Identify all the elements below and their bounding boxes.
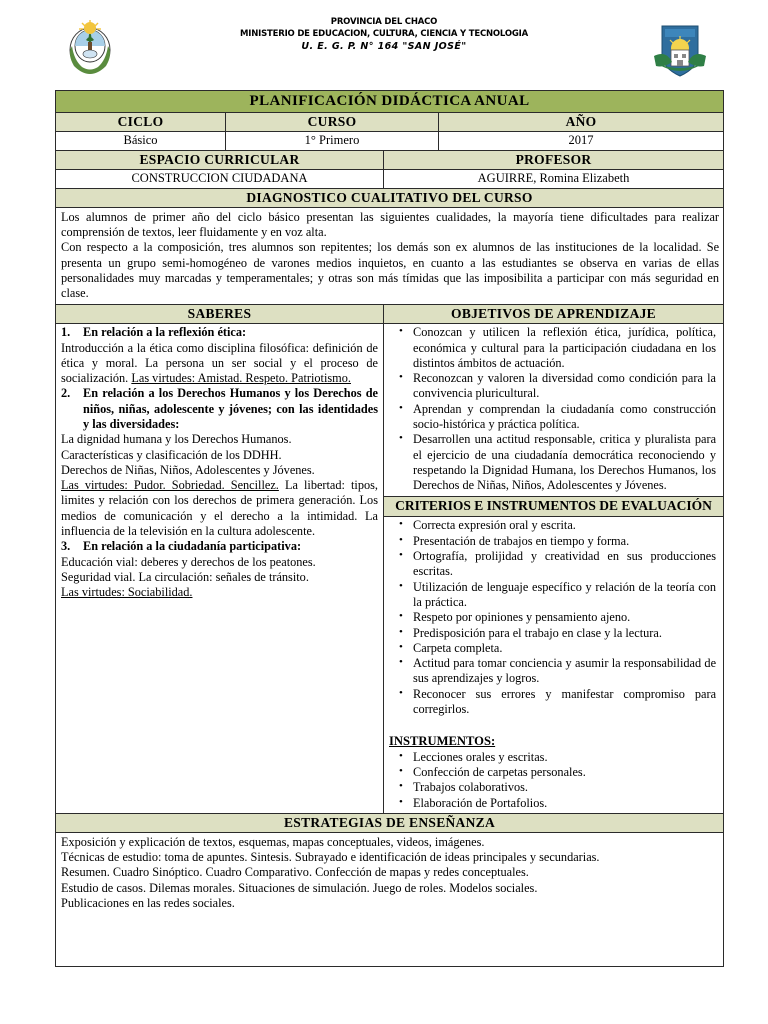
saberes-item-3-line-1: Educación vial: deberes y derechos de los peatones. [61, 554, 316, 569]
value-ciclo: Básico [56, 132, 226, 151]
estrategias-line-5: Publicaciones en las redes sociales. [61, 896, 235, 911]
header-ministry: MINISTERIO DE EDUCACION, CULTURA, CIENCIA Y TECNOLOGIA [240, 29, 528, 39]
table-row [56, 113, 724, 132]
saberes-item-2-line-3: Derechos de Niñas, Niños, Adolescentes y Jóvenes. [61, 462, 315, 477]
header-curso: CURSO [226, 113, 439, 132]
saberes-item-3-line-2: Seguridad vial. La circulación: señales de tránsito. [61, 569, 309, 584]
table-row [56, 832, 724, 966]
value-espacio-curricular: CONSTRUCCION CIUDADANA [56, 170, 384, 189]
list-item: • Reconozcan y valoren la diversidad como condición para la convivencia pluricultural. [413, 371, 716, 402]
saberes-item-3-title: 3. En relación a la ciudadanía participativa: [61, 539, 302, 554]
table-row [56, 151, 724, 170]
saberes-item-1-body: Introducción a la ética como disciplina filosófica: definición de ética y moral. La persona un ser social y el proceso de socialización. Las virtudes: Amistad. Respeto. Patriotismo. [61, 340, 378, 386]
header-diagnostico: DIAGNOSTICO CUALITATIVO DEL CURSO [56, 189, 724, 208]
san-jose-school-shield-icon [650, 20, 710, 80]
list-item: • Predisposición para el trabajo en clase y la lectura. [413, 626, 716, 641]
document-header [0, 0, 768, 72]
planificacion-table [55, 90, 724, 967]
header-saberes: SABERES [56, 305, 384, 324]
instrumentos-title: INSTRUMENTOS: [389, 734, 496, 749]
estrategias-line-3: Resumen. Cuadro Sinóptico. Cuadro Comparativo. Confección de mapas y redes conceptuales. [61, 865, 529, 880]
header-estrategias: ESTRATEGIAS DE ENSEÑANZA [56, 813, 724, 832]
objetivos-list [389, 325, 718, 493]
list-item: • Utilización de lenguaje específico y relación de la teoría con la práctica. [413, 580, 716, 611]
header-province: PROVINCIA DEL CHACO [330, 17, 438, 27]
table-row [56, 91, 724, 113]
list-item: • Respeto por opiniones y pensamiento ajeno. [413, 610, 716, 625]
saberes-item-1-title: 1. En relación a la reflexión ética: [61, 325, 247, 340]
header-criterios: CRITERIOS E INSTRUMENTOS DE EVALUACIÓN [384, 496, 723, 517]
saberes-item-2-title: 2. En relación a los Derechos Humanos y los Derechos de niños, niñas, adolescente y jóvenes; con las identidades y las diversidades: [61, 386, 378, 431]
diagnostico-text [56, 208, 724, 305]
table-row [56, 324, 724, 814]
header-ciclo: CICLO [56, 113, 226, 132]
saberes-item-1-number: 1. [61, 325, 71, 340]
list-item: • Carpeta completa. [413, 641, 716, 656]
estrategias-line-1: Exposición y explicación de textos, esquemas, mapas conceptuales, videos, imágenes. [61, 834, 485, 849]
list-item: • Correcta expresión oral y escrita. [413, 518, 716, 533]
list-item: • Ortografía, prolijidad y creatividad en sus producciones escritas. [413, 549, 716, 580]
saberes-item-2-virtues: Las virtudes: Pudor. Sobriedad. Sencillez. [61, 478, 279, 493]
value-profesor: AGUIRRE, Romina Elizabeth [384, 170, 724, 189]
header-school: U. E. G. P. N° 164 "SAN JOSÉ" [301, 41, 467, 52]
list-item: • Conozcan y utilicen la reflexión ética, jurídica, política, económica y cultural para la participación ciudadana en los distintos ámbitos de actuación. [413, 325, 716, 371]
saberes-item-2-number: 2. [61, 386, 71, 401]
table-row [56, 208, 724, 305]
objetivos-criterios-column [384, 324, 724, 814]
list-item: • Presentación de trabajos en tiempo y forma. [413, 534, 716, 549]
spacer [389, 717, 718, 732]
estrategias-text [56, 832, 724, 966]
diagnostico-paragraph-1: Los alumnos de primer año del ciclo básico presentan las siguientes cualidades, la mayoría tiene dificultades para realizar comprensión de textos, leer fluidamente y en voz alta. [61, 210, 720, 240]
saberes-column [56, 324, 384, 814]
header-objetivos: OBJETIVOS DE APRENDIZAJE [384, 305, 724, 324]
estrategias-line-2: Técnicas de estudio: toma de apuntes. Sintesis. Subrayado e identificación de ideas principales y secundarias. [61, 850, 600, 865]
header-profesor: PROFESOR [384, 151, 724, 170]
saberes-item-3-virtues: Las virtudes: Sociabilidad. [61, 585, 193, 600]
saberes-item-2-line-2: Características y clasificación de los DDHH. [61, 447, 282, 462]
table-row [56, 170, 724, 189]
list-item: • Confección de carpetas personales. [413, 765, 716, 780]
table-title: PLANIFICACIÓN DIDÁCTICA ANUAL [56, 91, 724, 113]
table-row [56, 132, 724, 151]
saberes-item-2-body: Las virtudes: Pudor. Sobriedad. Sencillez. La libertad: tipos, limites y relación con los derechos de primera generación. Los medios de comunicación y el derecho a la intimidad. La influencia de la televisión en la cultura adolescente. [61, 478, 379, 539]
saberes-item-3-number: 3. [61, 539, 71, 554]
table-row [56, 305, 724, 324]
list-item: • Aprendan y comprendan la ciudadanía como construcción socio-histórica y práctica política. [413, 402, 716, 433]
table-row [56, 813, 724, 832]
diagnostico-paragraph-2: Con respecto a la composición, tres alumnos son repitentes; los demás son ex alumnos de las instituciones de la localidad. Se presenta un grupo semi-homogéneo de varones medios inquietos, en cuanto a las estudiantes se observa en varias de ellas personalidades muy marcadas y temperamentales; y otras son más tímidas que las imposibilita a participar con más seguridad en clase. [61, 240, 720, 301]
list-item: • Lecciones orales y escritas. [413, 750, 716, 765]
criterios-list [389, 518, 718, 717]
list-item: • Elaboración de Portafolios. [413, 796, 716, 811]
value-anio: 2017 [439, 132, 724, 151]
list-item: • Trabajos colaborativos. [413, 780, 716, 795]
header-anio: AÑO [439, 113, 724, 132]
value-curso: 1° Primero [226, 132, 439, 151]
saberes-item-1-virtues: Las virtudes: Amistad. Respeto. Patriotismo. [131, 371, 351, 386]
chaco-coat-of-arms-icon [62, 20, 118, 78]
table-row [56, 189, 724, 208]
list-item: • Desarrollen una actitud responsable, critica y pluralista para el ejercicio de una ciudadanía democrática reconociendo y respetando la Dignidad Humana, los Derechos Humanos, los Derechos de Niñas, Niños, Adolescentes y Jóvenes. [413, 432, 716, 493]
list-item: • Actitud para tomar conciencia y asumir la responsabilidad de sus aprendizajes y logros. [413, 656, 716, 687]
header-espacio-curricular: ESPACIO CURRICULAR [56, 151, 384, 170]
estrategias-line-4: Estudio de casos. Dilemas morales. Situaciones de simulación. Juego de roles. Modelos sociales. [61, 880, 538, 895]
list-item: • Reconocer sus errores y manifestar compromiso para corregirlos. [413, 687, 716, 718]
saberes-item-2-line-1: La dignidad humana y los Derechos Humanos. [61, 432, 292, 447]
instrumentos-list [389, 750, 718, 811]
